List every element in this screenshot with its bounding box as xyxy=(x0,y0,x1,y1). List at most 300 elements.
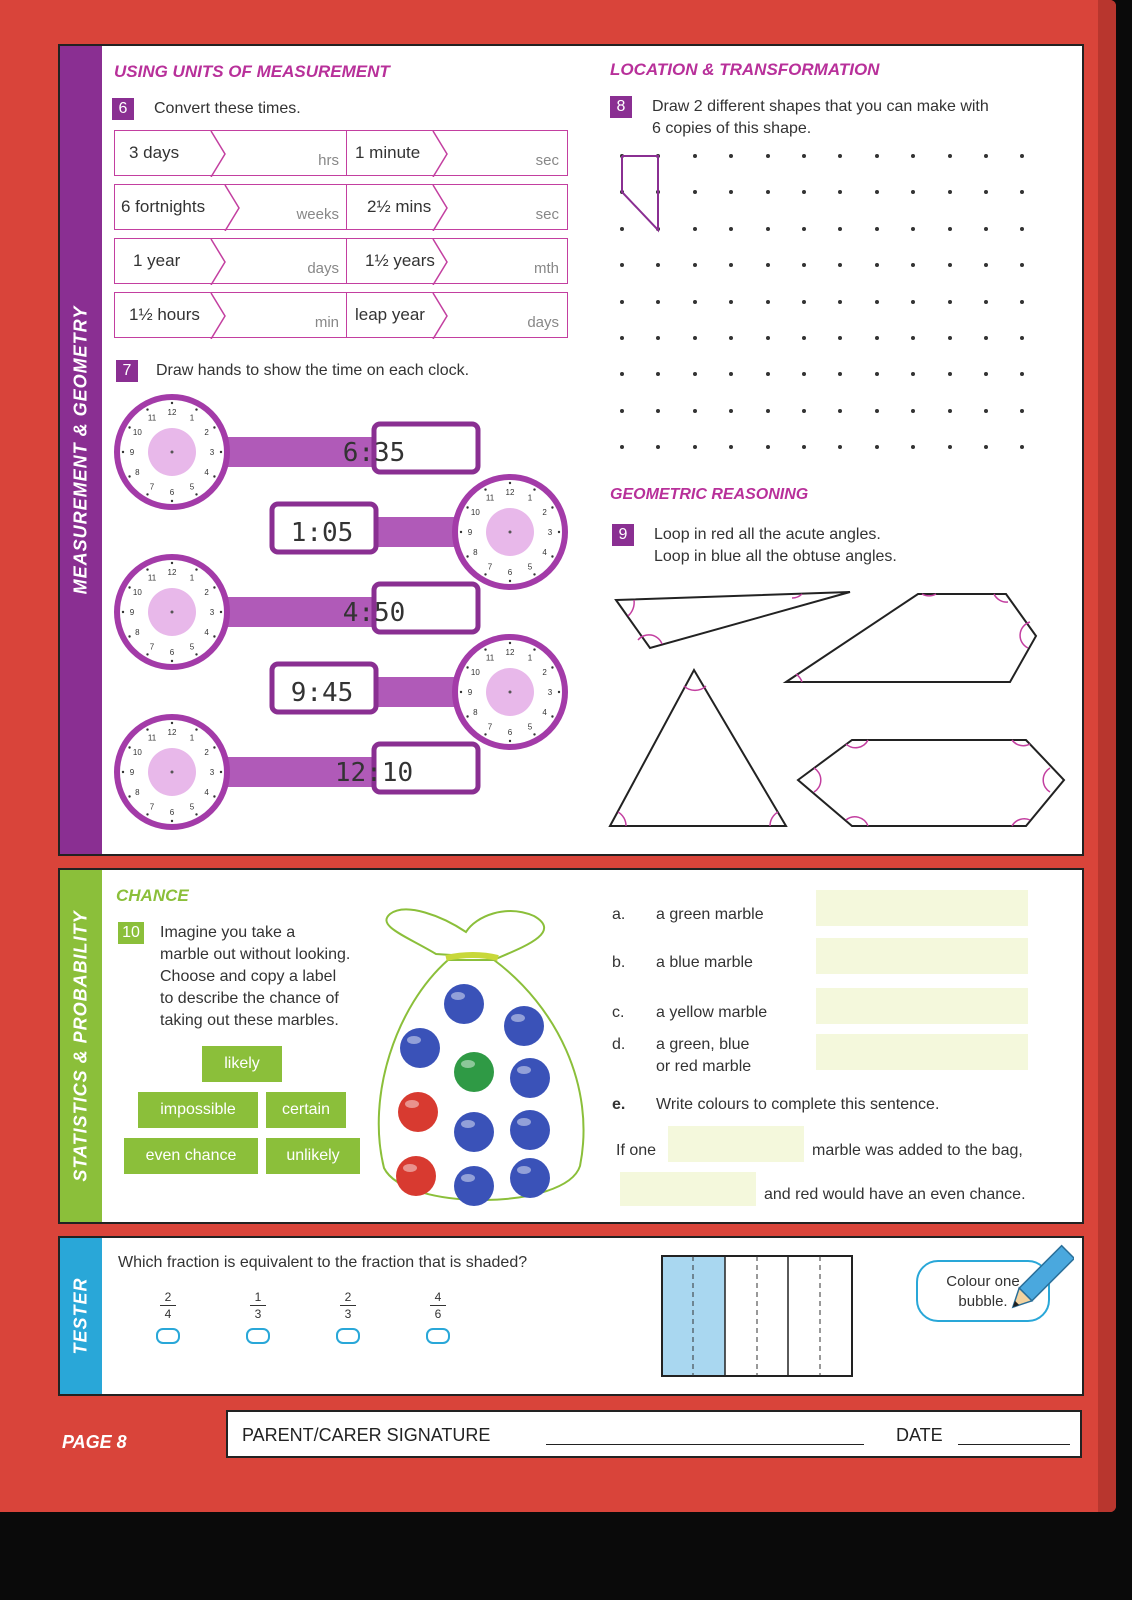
clock-numeral: 7 xyxy=(149,642,155,652)
marble xyxy=(510,1058,550,1098)
fraction-numerator: 2 xyxy=(164,1290,172,1304)
clock-tick xyxy=(122,451,124,453)
q8-number: 8 xyxy=(610,96,632,118)
clock-numeral: 8 xyxy=(135,468,140,477)
obtuse-triangle-shape xyxy=(616,592,850,648)
sentence-blank-2[interactable] xyxy=(620,1172,756,1206)
grid-dot xyxy=(766,227,770,231)
grid-dot xyxy=(911,372,915,376)
option-2-bubble[interactable] xyxy=(246,1328,270,1344)
label-impossible: impossible xyxy=(138,1092,258,1128)
grid-dot xyxy=(802,300,806,304)
clock-tick xyxy=(220,611,222,613)
grid-dot xyxy=(984,263,988,267)
marble-highlight xyxy=(403,1164,417,1172)
clock-numeral: 8 xyxy=(135,628,140,637)
grid-dot xyxy=(838,300,842,304)
conversion-from: 1½ hours xyxy=(129,305,200,324)
hexagon-shape xyxy=(786,594,1036,682)
grid-dot xyxy=(693,154,697,158)
clock-numeral: 4 xyxy=(542,548,547,557)
callout-line2: bubble. xyxy=(958,1293,1008,1310)
conversion-unit: mth xyxy=(533,260,559,277)
grid-dot xyxy=(875,154,879,158)
clock-tick xyxy=(466,555,468,557)
clock-tick xyxy=(171,500,173,502)
conversion-box-8[interactable] xyxy=(346,292,568,338)
clock-tick xyxy=(558,691,560,693)
option-1-fraction xyxy=(156,1290,180,1321)
q9-text-line2: Loop in blue all the obtuse angles. xyxy=(654,548,897,565)
clock-tick xyxy=(484,488,486,490)
stats-side-tab xyxy=(60,870,102,1222)
label-unlikely: unlikely xyxy=(266,1138,360,1174)
grid-dot xyxy=(838,154,842,158)
conversion-unit: days xyxy=(307,260,339,277)
clock-tick xyxy=(195,813,197,815)
grid-dot xyxy=(802,336,806,340)
clock-tick xyxy=(213,746,215,748)
marble xyxy=(454,1112,494,1152)
conversion-box-5[interactable] xyxy=(114,238,348,284)
conversion-from: 1 year xyxy=(133,251,181,270)
grid-dot xyxy=(875,372,879,376)
clock-tick xyxy=(195,653,197,655)
digital-time-4: 9:45 xyxy=(290,678,354,708)
clock-tick xyxy=(171,722,173,724)
item-e-letter: e. xyxy=(612,1096,626,1113)
sentence-part2: marble was added to the bag, xyxy=(812,1142,1023,1159)
grid-dot xyxy=(802,154,806,158)
grid-dot xyxy=(693,190,697,194)
shaded-fraction-rectangle xyxy=(660,1254,854,1378)
clock-tick xyxy=(213,426,215,428)
signature-bar xyxy=(226,1410,1082,1458)
clock-numeral: 5 xyxy=(527,562,533,572)
q8-text-line1: Draw 2 different shapes that you can make with xyxy=(652,98,989,115)
grid-dot xyxy=(911,300,915,304)
item-a-text: a green marble xyxy=(656,906,764,923)
clock-numeral: 4 xyxy=(542,708,547,717)
option-3-bubble[interactable] xyxy=(336,1328,360,1344)
clock-tick xyxy=(220,771,222,773)
conversion-from: leap year xyxy=(355,305,425,324)
grid-dot xyxy=(693,300,697,304)
grid-dot xyxy=(802,409,806,413)
grid-dot xyxy=(984,336,988,340)
location-heading: LOCATION & TRANSFORMATION xyxy=(610,60,880,79)
clock-tick xyxy=(171,402,173,404)
marbles xyxy=(366,896,596,1212)
digital-time-2: 1:05 xyxy=(290,518,354,548)
q10-line2: marble out without looking. xyxy=(160,946,351,963)
grid-dot xyxy=(838,336,842,340)
clock-tick xyxy=(128,635,130,637)
option-3-fraction xyxy=(336,1290,360,1321)
conversion-unit: hrs xyxy=(318,152,339,169)
item-b-text: a blue marble xyxy=(656,954,753,971)
clock-tick xyxy=(146,568,148,570)
grid-dot xyxy=(911,263,915,267)
triangle-shape xyxy=(610,670,786,826)
conversion-from: 3 days xyxy=(129,143,180,162)
clock-numeral: 6 xyxy=(507,568,513,577)
clock-numeral: 4 xyxy=(204,468,209,477)
clock-tick xyxy=(484,733,486,735)
clock-tick xyxy=(195,408,197,410)
grid-dot xyxy=(875,190,879,194)
chance-heading: CHANCE xyxy=(116,886,189,905)
grid-dot xyxy=(693,227,697,231)
option-2-fraction xyxy=(246,1290,270,1321)
clock-numeral: 5 xyxy=(189,642,195,652)
clock-tick xyxy=(533,488,535,490)
grid-dot xyxy=(875,263,879,267)
clock-numeral: 7 xyxy=(149,482,155,492)
grid-dot xyxy=(948,445,952,449)
q10-line3: Choose and copy a label xyxy=(160,968,337,985)
grid-dot xyxy=(875,227,879,231)
item-c-letter: c. xyxy=(612,1004,625,1021)
q8-text-line2: 6 copies of this shape. xyxy=(652,120,812,137)
q7-number: 7 xyxy=(116,360,138,382)
tester-question: Which fraction is equivalent to the fraction that is shaded? xyxy=(118,1254,528,1271)
conversion-from: 1½ years xyxy=(365,251,435,270)
grid-dot xyxy=(693,372,697,376)
conversion-box-6[interactable] xyxy=(346,238,568,284)
grid-dot xyxy=(875,445,879,449)
geometric-heading: GEOMETRIC REASONING xyxy=(610,486,809,503)
marble-highlight xyxy=(405,1100,419,1108)
grid-dot xyxy=(766,154,770,158)
marble-highlight xyxy=(511,1014,525,1022)
clock-numeral: 10 xyxy=(470,508,480,517)
q6-text: Convert these times. xyxy=(154,100,301,117)
grid-dot xyxy=(984,409,988,413)
tester-side-label: TESTER xyxy=(70,1277,91,1355)
grid-dot xyxy=(656,336,660,340)
answer-box-a[interactable] xyxy=(816,890,1028,926)
clock-tick xyxy=(509,580,511,582)
grid-dot xyxy=(766,300,770,304)
grid-dot xyxy=(948,154,952,158)
fraction-denominator: 3 xyxy=(344,1307,352,1321)
q6-number: 6 xyxy=(112,98,134,120)
grid-dot xyxy=(1020,300,1024,304)
clock-numeral: 8 xyxy=(135,788,140,797)
clock-tick xyxy=(533,648,535,650)
clock-tick xyxy=(460,691,462,693)
date-label: DATE xyxy=(896,1425,943,1445)
marble xyxy=(398,1092,438,1132)
fraction-bar xyxy=(340,1305,356,1306)
grid-dot xyxy=(1020,263,1024,267)
clock-numeral: 3 xyxy=(547,688,553,697)
clock-numeral: 2 xyxy=(204,748,209,757)
clock-tick xyxy=(509,642,511,644)
marble xyxy=(454,1166,494,1206)
signature-line[interactable] xyxy=(546,1444,864,1445)
clock-numeral: 12 xyxy=(505,648,515,657)
tester-side-tab xyxy=(60,1238,102,1394)
clock-numeral: 11 xyxy=(147,413,157,423)
clock-tick xyxy=(128,426,130,428)
clock-numeral: 3 xyxy=(209,608,215,617)
grid-dot xyxy=(1020,154,1024,158)
clock-tick xyxy=(213,475,215,477)
clock-tick xyxy=(195,568,197,570)
clock-tick xyxy=(195,728,197,730)
item-d-text2: or red marble xyxy=(656,1058,752,1075)
clock-numeral: 10 xyxy=(132,428,142,437)
grid-dot xyxy=(802,445,806,449)
answer-box-c[interactable] xyxy=(816,988,1028,1024)
clock-pivot xyxy=(171,771,174,774)
grid-dot xyxy=(620,445,624,449)
clock-numeral: 3 xyxy=(209,448,215,457)
grid-dot xyxy=(693,409,697,413)
grid-dot xyxy=(911,154,915,158)
clock-pivot xyxy=(171,611,174,614)
clock-numeral: 10 xyxy=(132,588,142,597)
marble-highlight xyxy=(517,1118,531,1126)
grid-dot xyxy=(984,190,988,194)
grid-dot xyxy=(802,227,806,231)
digital-time-3: 4:50 xyxy=(342,598,406,628)
grid-dot xyxy=(838,227,842,231)
marble xyxy=(444,984,484,1024)
clock-numeral: 2 xyxy=(204,588,209,597)
grid-dot xyxy=(656,263,660,267)
grid-dot xyxy=(729,263,733,267)
label-even-chance: even chance xyxy=(124,1138,258,1174)
grid-dot xyxy=(1020,336,1024,340)
conversion-unit: days xyxy=(527,314,559,331)
clock-tick xyxy=(509,740,511,742)
clock-numeral: 7 xyxy=(487,722,493,732)
clock-numeral: 2 xyxy=(542,668,547,677)
clock-numeral: 7 xyxy=(487,562,493,572)
grid-dot xyxy=(766,372,770,376)
clock-tick xyxy=(146,728,148,730)
grid-dot xyxy=(948,300,952,304)
grid-dot xyxy=(984,445,988,449)
grid-dot xyxy=(729,300,733,304)
clock-tick xyxy=(466,715,468,717)
clock-numeral: 11 xyxy=(147,733,157,743)
item-a-letter: a. xyxy=(612,906,626,923)
grid-dot xyxy=(656,372,660,376)
item-b-letter: b. xyxy=(612,954,626,971)
option-1-bubble[interactable] xyxy=(156,1328,180,1344)
conversion-from: 1 minute xyxy=(355,143,421,162)
grid-dot xyxy=(656,445,660,449)
clock-numeral: 5 xyxy=(527,722,533,732)
clock-tick xyxy=(551,555,553,557)
clock-numeral: 11 xyxy=(485,653,495,663)
tester-panel xyxy=(58,1236,1084,1396)
clock-numeral: 3 xyxy=(547,528,553,537)
marble xyxy=(510,1158,550,1198)
q10-line5: taking out these marbles. xyxy=(160,1012,339,1029)
clock-tick xyxy=(213,635,215,637)
marble-highlight xyxy=(461,1120,475,1128)
grid-dot xyxy=(729,409,733,413)
clock-tick xyxy=(213,586,215,588)
clock-numeral: 11 xyxy=(147,573,157,583)
grid-dot xyxy=(948,336,952,340)
grid-dot xyxy=(838,409,842,413)
clock-numeral: 7 xyxy=(149,802,155,812)
grid-dot xyxy=(911,409,915,413)
conversion-box-4[interactable] xyxy=(346,184,568,230)
grid-dot xyxy=(875,409,879,413)
grid-dot xyxy=(729,372,733,376)
clock-numeral: 9 xyxy=(129,608,135,617)
clock-tick xyxy=(558,531,560,533)
grid-dot xyxy=(656,409,660,413)
sentence-blank-1[interactable] xyxy=(668,1126,804,1162)
item-d-text: a green, blue xyxy=(656,1036,750,1053)
clock-numeral: 9 xyxy=(129,768,135,777)
fraction-bar xyxy=(430,1305,446,1306)
clock-numeral: 6 xyxy=(169,648,175,657)
angle-shapes[interactable] xyxy=(606,586,1080,836)
q10-number: 10 xyxy=(118,922,144,944)
clock-numeral: 6 xyxy=(507,728,513,737)
grid-dot xyxy=(656,300,660,304)
grid-dot xyxy=(729,190,733,194)
grid-dot xyxy=(693,263,697,267)
grid-dot xyxy=(948,372,952,376)
clock-tick xyxy=(484,648,486,650)
conversion-unit: sec xyxy=(535,152,559,169)
grid-dot xyxy=(911,336,915,340)
grid-dot xyxy=(911,445,915,449)
grid-dot xyxy=(838,372,842,376)
clock-numeral: 1 xyxy=(527,653,533,663)
clock-numeral: 9 xyxy=(129,448,135,457)
grid-dot xyxy=(984,154,988,158)
date-line[interactable] xyxy=(958,1444,1070,1445)
clock-numeral: 9 xyxy=(467,528,473,537)
conversion-box-1[interactable] xyxy=(114,130,348,176)
label-likely: likely xyxy=(202,1046,282,1082)
fraction-denominator: 6 xyxy=(434,1307,442,1321)
conversion-box-7[interactable] xyxy=(114,292,348,338)
grid-dot xyxy=(729,445,733,449)
answer-box-b[interactable] xyxy=(816,938,1028,974)
clock-numeral: 2 xyxy=(542,508,547,517)
grid-dot xyxy=(1020,445,1024,449)
grid-dot xyxy=(984,300,988,304)
fraction-bar xyxy=(160,1305,176,1306)
grid-dot xyxy=(1020,409,1024,413)
grid-dot xyxy=(620,409,624,413)
marble-highlight xyxy=(461,1060,475,1068)
grid-dot xyxy=(766,190,770,194)
clock-numeral: 5 xyxy=(189,802,195,812)
grid-dot xyxy=(1020,190,1024,194)
marble-highlight xyxy=(517,1066,531,1074)
clock-pivot xyxy=(509,691,512,694)
grid-dot xyxy=(766,409,770,413)
measurement-side-tab xyxy=(60,46,102,854)
clock-numeral: 12 xyxy=(167,568,177,577)
marble-highlight xyxy=(451,992,465,1000)
clock-numeral: 12 xyxy=(505,488,515,497)
clock-tick xyxy=(220,451,222,453)
q7-text: Draw hands to show the time on each clock. xyxy=(156,362,470,379)
grid-dot xyxy=(838,445,842,449)
clock-pivot xyxy=(509,531,512,534)
grid-dot xyxy=(1020,227,1024,231)
grid-dot xyxy=(984,372,988,376)
pencil-icon xyxy=(1004,1244,1074,1318)
grid-dot xyxy=(948,409,952,413)
marble xyxy=(454,1052,494,1092)
sentence-part3: and red would have an even chance. xyxy=(764,1186,1026,1203)
q10-line1: Imagine you take a xyxy=(160,924,296,941)
clock-numeral: 5 xyxy=(189,482,195,492)
fraction-bar xyxy=(250,1305,266,1306)
grid-dot xyxy=(729,336,733,340)
item-d-letter: d. xyxy=(612,1036,626,1053)
conversion-from: 6 fortnights xyxy=(121,197,206,216)
clock-numeral: 8 xyxy=(473,548,478,557)
grid-dot xyxy=(1020,372,1024,376)
conversion-box-2[interactable] xyxy=(346,130,568,176)
conversion-unit: weeks xyxy=(296,206,339,223)
grid-dot xyxy=(729,227,733,231)
grid-dot xyxy=(729,154,733,158)
grid-dot xyxy=(948,190,952,194)
clock-tick xyxy=(122,611,124,613)
grid-dot xyxy=(620,372,624,376)
q10-line4: to describe the chance of xyxy=(160,990,339,1007)
grid-dot xyxy=(948,227,952,231)
label-certain: certain xyxy=(266,1092,346,1128)
item-e-text: Write colours to complete this sentence. xyxy=(656,1096,940,1113)
grid-dot xyxy=(911,227,915,231)
fraction-numerator: 4 xyxy=(434,1290,442,1304)
clock-numeral: 1 xyxy=(189,573,195,583)
grid-dot xyxy=(620,336,624,340)
example-shape xyxy=(620,154,680,244)
item-c-text: a yellow marble xyxy=(656,1004,768,1021)
grid-dot xyxy=(693,336,697,340)
statistics-probability-panel xyxy=(58,868,1084,1224)
fraction-denominator: 3 xyxy=(254,1307,262,1321)
marble xyxy=(400,1028,440,1068)
marble xyxy=(396,1156,436,1196)
grid-dot xyxy=(693,445,697,449)
option-4-bubble[interactable] xyxy=(426,1328,450,1344)
clock-tick xyxy=(466,666,468,668)
answer-box-d[interactable] xyxy=(816,1034,1028,1070)
clock-numeral: 1 xyxy=(527,493,533,503)
clock-tick xyxy=(128,586,130,588)
clock-tick xyxy=(466,506,468,508)
grid-dot xyxy=(802,190,806,194)
units-heading: USING UNITS OF MEASUREMENT xyxy=(114,62,390,81)
dot-grid[interactable] xyxy=(620,154,1060,454)
clock-tick xyxy=(146,653,148,655)
grid-dot xyxy=(766,336,770,340)
clock-tick xyxy=(533,733,535,735)
clock-tick xyxy=(171,660,173,662)
conversion-box-3[interactable] xyxy=(114,184,348,230)
